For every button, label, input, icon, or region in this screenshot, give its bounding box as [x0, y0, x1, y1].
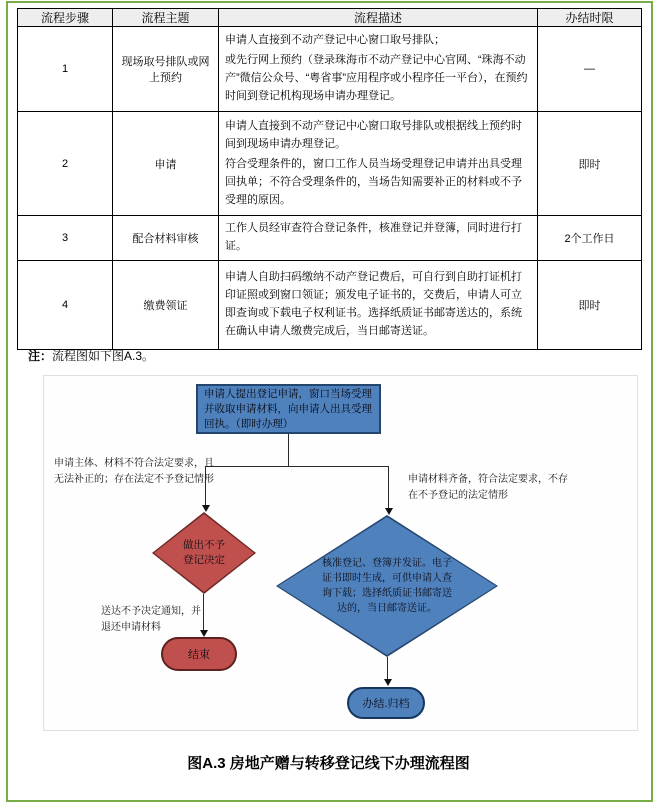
desc-paragraph: 申请人直接到不动产登记中心窗口取号排队； — [225, 34, 445, 46]
flow-right-branch-label: 申请材料齐备，符合法定要求，不存在不予登记的法定情形 — [408, 474, 568, 501]
cell-step: 2 — [18, 112, 113, 216]
desc-paragraph: 申请人直接到不动产登记中心窗口取号排队或根据线上预约时间到现场申请办理登记。 — [225, 119, 522, 150]
cell-desc — [219, 27, 538, 112]
flow-end-node — [161, 637, 237, 671]
table-row — [18, 27, 642, 112]
table-row — [18, 216, 642, 261]
flow-approve-diamond-text: 核准登记、登簿并发证。电子证书即时生成，可供申请人查询下载；选择纸质证书邮寄送达的，当日邮寄送证。 — [322, 558, 452, 614]
flow-start-box — [196, 384, 381, 434]
desc-paragraph: 或先行网上预约（登录珠海市不动产登记中心官网、“珠海不动产”微信公众号、“粤省事”应用程序或小程序任一平台），在预约时间到登记机构现场申请办理登记。 — [225, 54, 528, 102]
arrow-down-icon — [202, 505, 210, 512]
table-header-row — [18, 9, 642, 27]
col-header-step: 流程步骤 — [18, 9, 113, 27]
desc-paragraph: 申请人自助扫码缴纳不动产登记费后，可自行到自助打证机打印证照或到窗口领证；颁发电子证书的，交费后，申请人可立即查询或下载电子权利证书。选择纸质证书邮寄送达的，系统在确认申请人缴费完成后，当日邮寄送证。 — [225, 271, 522, 337]
flow-archive-node — [347, 687, 425, 719]
flow-end-text: 结束 — [188, 649, 210, 661]
process-table — [17, 8, 642, 350]
desc-paragraph: 工作人员经审查符合登记条件，核准登记并登簿，同时进行打证。 — [225, 222, 522, 252]
col-header-topic: 流程主题 — [113, 9, 219, 27]
cell-deadline: 即时 — [538, 261, 642, 350]
cell-step: 1 — [18, 27, 113, 112]
cell-topic: 缴费领证 — [113, 261, 219, 350]
cell-topic: 配合材料审核 — [113, 216, 219, 261]
flow-archive-text: 办结.归档 — [362, 698, 410, 710]
cell-deadline: 即时 — [538, 112, 642, 216]
connector-line — [388, 466, 389, 509]
table-row — [18, 112, 642, 216]
connector-line — [387, 657, 388, 680]
cell-desc — [219, 112, 538, 216]
cell-deadline: 2个工作日 — [538, 216, 642, 261]
figure-note — [28, 347, 154, 364]
cell-desc — [219, 216, 538, 261]
arrow-down-icon — [385, 508, 393, 515]
cell-topic: 申请 — [113, 112, 219, 216]
note-text: 流程图如下图A.3。 — [52, 349, 155, 363]
table-row — [18, 261, 642, 350]
cell-step: 4 — [18, 261, 113, 350]
flowchart — [43, 375, 638, 731]
connector-line — [288, 434, 289, 467]
flow-left-branch-label: 申请主体、材料不符合法定要求，且无法补正的；存在法定不予登记情形 — [54, 458, 214, 485]
note-label: 注： — [28, 349, 53, 363]
desc-paragraph: 符合受理条件的，窗口工作人员当场受理登记申请并出具受理回执单；不符合受理条件的，当场告知需要补正的材料或不予受理的原因。 — [225, 157, 522, 206]
col-header-deadline: 办结时限 — [538, 9, 642, 27]
cell-deadline: — — [538, 27, 642, 112]
arrow-down-icon — [200, 630, 208, 637]
connector-line — [205, 466, 389, 467]
cell-topic: 现场取号排队或网上预约 — [113, 27, 219, 112]
cell-step: 3 — [18, 216, 113, 261]
flow-reject-diamond-text: 做出不予登记决定 — [183, 539, 225, 566]
arrow-down-icon — [384, 679, 392, 686]
flow-deliver-label: 送达不予决定通知，并退还申请材料 — [101, 606, 201, 633]
connector-line — [203, 594, 204, 631]
figure-caption: 图A.3 房地产赠与转移登记线下办理流程图 — [187, 755, 470, 772]
cell-desc — [219, 261, 538, 350]
flow-start-text: 申请人提出登记申请，窗口当场受理并收取申请材料，向申请人出具受理回执。（即时办理） — [204, 387, 372, 430]
col-header-desc: 流程描述 — [219, 9, 538, 27]
